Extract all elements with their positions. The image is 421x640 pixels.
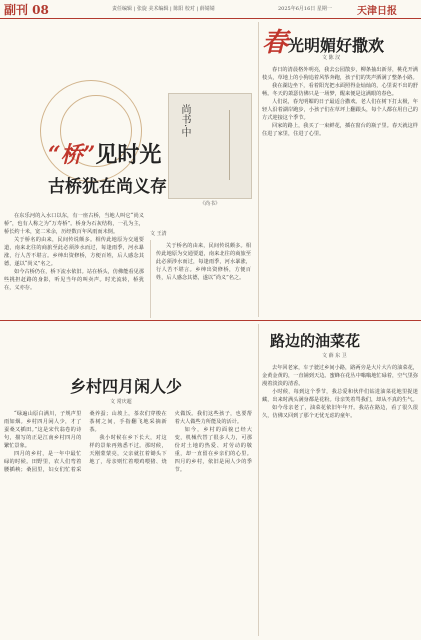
- title-red-char: “桥”: [48, 142, 96, 168]
- paragraph: 如今，乡村的面貌已经大变，机械代替了很多人力，可那份对土地的热爱、对劳动的敬重，却一直留在乡亲们的心里。四月的乡村，依旧是闲人少的季节。: [174, 427, 252, 473]
- article-spring: [262, 20, 421, 320]
- paragraph: 四月的乡村，是一年中最忙碌的时候。田野里，农人们弯着腰插秧；桑园里，妇女们忙着采桑养蚕；山坡上，茶农们穿梭在茶树之间，手指翻飞地采摘新茶。: [4, 411, 167, 473]
- article-spring-byline: 文 陈 汉: [322, 55, 341, 61]
- article-bridge-body-cont: [156, 242, 251, 318]
- article-bridge-byline: 文 王清: [150, 231, 167, 237]
- editor-credits: 责任编辑 | 张旋 美术编辑 | 陈阳 校对 | 薛婧婧: [112, 6, 215, 12]
- title-main-text: 见时光: [95, 142, 162, 168]
- article-rapeseed-title: 路边的油菜花: [270, 332, 361, 350]
- article-village-body: [4, 410, 252, 634]
- article-village-title: 乡村四月闲人少: [70, 377, 183, 396]
- article-rapeseed-body: [262, 364, 418, 634]
- column-divider: [150, 240, 151, 318]
- title-main-text: 光明媚好撒欢: [288, 36, 385, 55]
- book-cover-image: [168, 93, 252, 199]
- masthead: [0, 0, 421, 19]
- paragraph: 关于桥名的由来，民间传说颇多。相传此地原为交通要道，南来北往的商旅至此必须涉水而过，每逢雨季，河水暴涨，行人苦不堪言。乡绅出资修桥，方便百姓，后人感念其德，遂以“尚义”名之。: [4, 237, 144, 267]
- paragraph: 回家的路上，我买了一束鲜花，插在窗台的瓶子里。春天就这样住进了家里，住进了心里。: [262, 123, 418, 137]
- paragraph: 关于桥名的由来，民间传说颇多。相传此地原为交通要道，南来北往的商旅至此必须涉水而过，每逢雨季，河水暴涨，行人苦不堪言。乡绅出资修桥，方便百姓，后人感念其德，遂以“尚义”名之。: [156, 243, 251, 281]
- section-divider: [258, 22, 259, 317]
- article-rapeseed: [262, 326, 421, 638]
- book-caption: 《尚书》: [199, 201, 220, 207]
- article-bridge-body: [4, 212, 144, 318]
- paragraph: 小时候，每到这个季节，我总爱和伙伴们钻进油菜花地里捉迷藏，出来时满头满身都是花粉。母亲笑着骂我们，却从不真的生气。: [262, 389, 418, 403]
- newspaper-logo: 天津日报: [357, 6, 397, 17]
- paragraph: 春日的清晨格外明亮，我去公园散步，柳条抽出新芽，桃花开满枝头，草地上的小狗追着风筝奔跑，孩子们的笑声洒满了整条小路。: [262, 67, 418, 81]
- paragraph: 去年回老家，车子驶过乡间小路，路两旁是大片大片的油菜花，金黄金黄的，一直铺到天边。蜜蜂在花丛中嗡嗡地忙碌着，空气里弥漫着淡淡的清香。: [262, 365, 418, 387]
- article-spring-body: [262, 66, 418, 316]
- paragraph: 在东乐河的入水口以东，有一座古桥，当地人叫它“尚义桥”，也有人称之为“万寿桥”。桥身为石灰结构，一孔为主，桥长约十米，宽二米余，历经数百年风雨而未倒。: [4, 213, 144, 235]
- horizontal-rule: [0, 320, 421, 321]
- paragraph: 我小时候在乡下长大，对这样的景象再熟悉不过。那时候，天刚蒙蒙亮，父亲就扛着锄头下地了，母亲则忙着喂鸡喂猪、烧火做饭。我们这些孩子，也要帮着大人做些力所能及的活计。: [89, 411, 252, 465]
- title-red-char: 春: [262, 28, 289, 58]
- article-village-byline: 文 常庆超: [110, 399, 132, 405]
- article-bridge: [0, 20, 255, 320]
- paragraph: 如今母亲老了，油菜花依旧年年开。我站在路边，看了很久很久，仿佛又回到了那个无忧无虑的童年。: [262, 405, 418, 419]
- section-label: 副刊 08: [4, 3, 49, 17]
- article-bridge-subtitle: 古桥犹在尚义存: [48, 177, 167, 197]
- paragraph: 如今古桥仍在，桥下流水依旧。站在桥头，仿佛能看见那些挑担赶路的身影，听见当年的叫卖声。时光流转，桥犹在，义亦存。: [4, 269, 144, 291]
- article-village: [0, 326, 256, 638]
- paragraph: 人们说，春光明媚的日子最适合撒欢。老人们在树下打太极，年轻人沿着湖岸跑步，小孩子们在草坪上翻跟头，每个人都在用自己的方式迎接这个季节。: [262, 99, 418, 121]
- paragraph: “绿遍山原白满川，子规声里雨如烟。乡村四月闲人少，才了蚕桑又插田。”这是宋代翁卷的诗句，描写的正是江南乡村四月的繁忙景象。: [4, 411, 82, 449]
- paragraph: 我在湖边坐下，看着阳光把水面照得金灿灿的，心里说不出的舒畅。冬天的萧瑟仿佛只是一场梦，醒来便是这满眼的春色。: [262, 83, 418, 97]
- book-spine-line: [229, 110, 230, 180]
- article-rapeseed-byline: 文 薛 东 卫: [322, 353, 347, 359]
- article-bridge-title: [48, 138, 161, 169]
- issue-date: 2025年6月16日 星期一: [278, 6, 332, 12]
- section-divider: [258, 324, 259, 636]
- book-title: 尚书·中: [179, 104, 190, 138]
